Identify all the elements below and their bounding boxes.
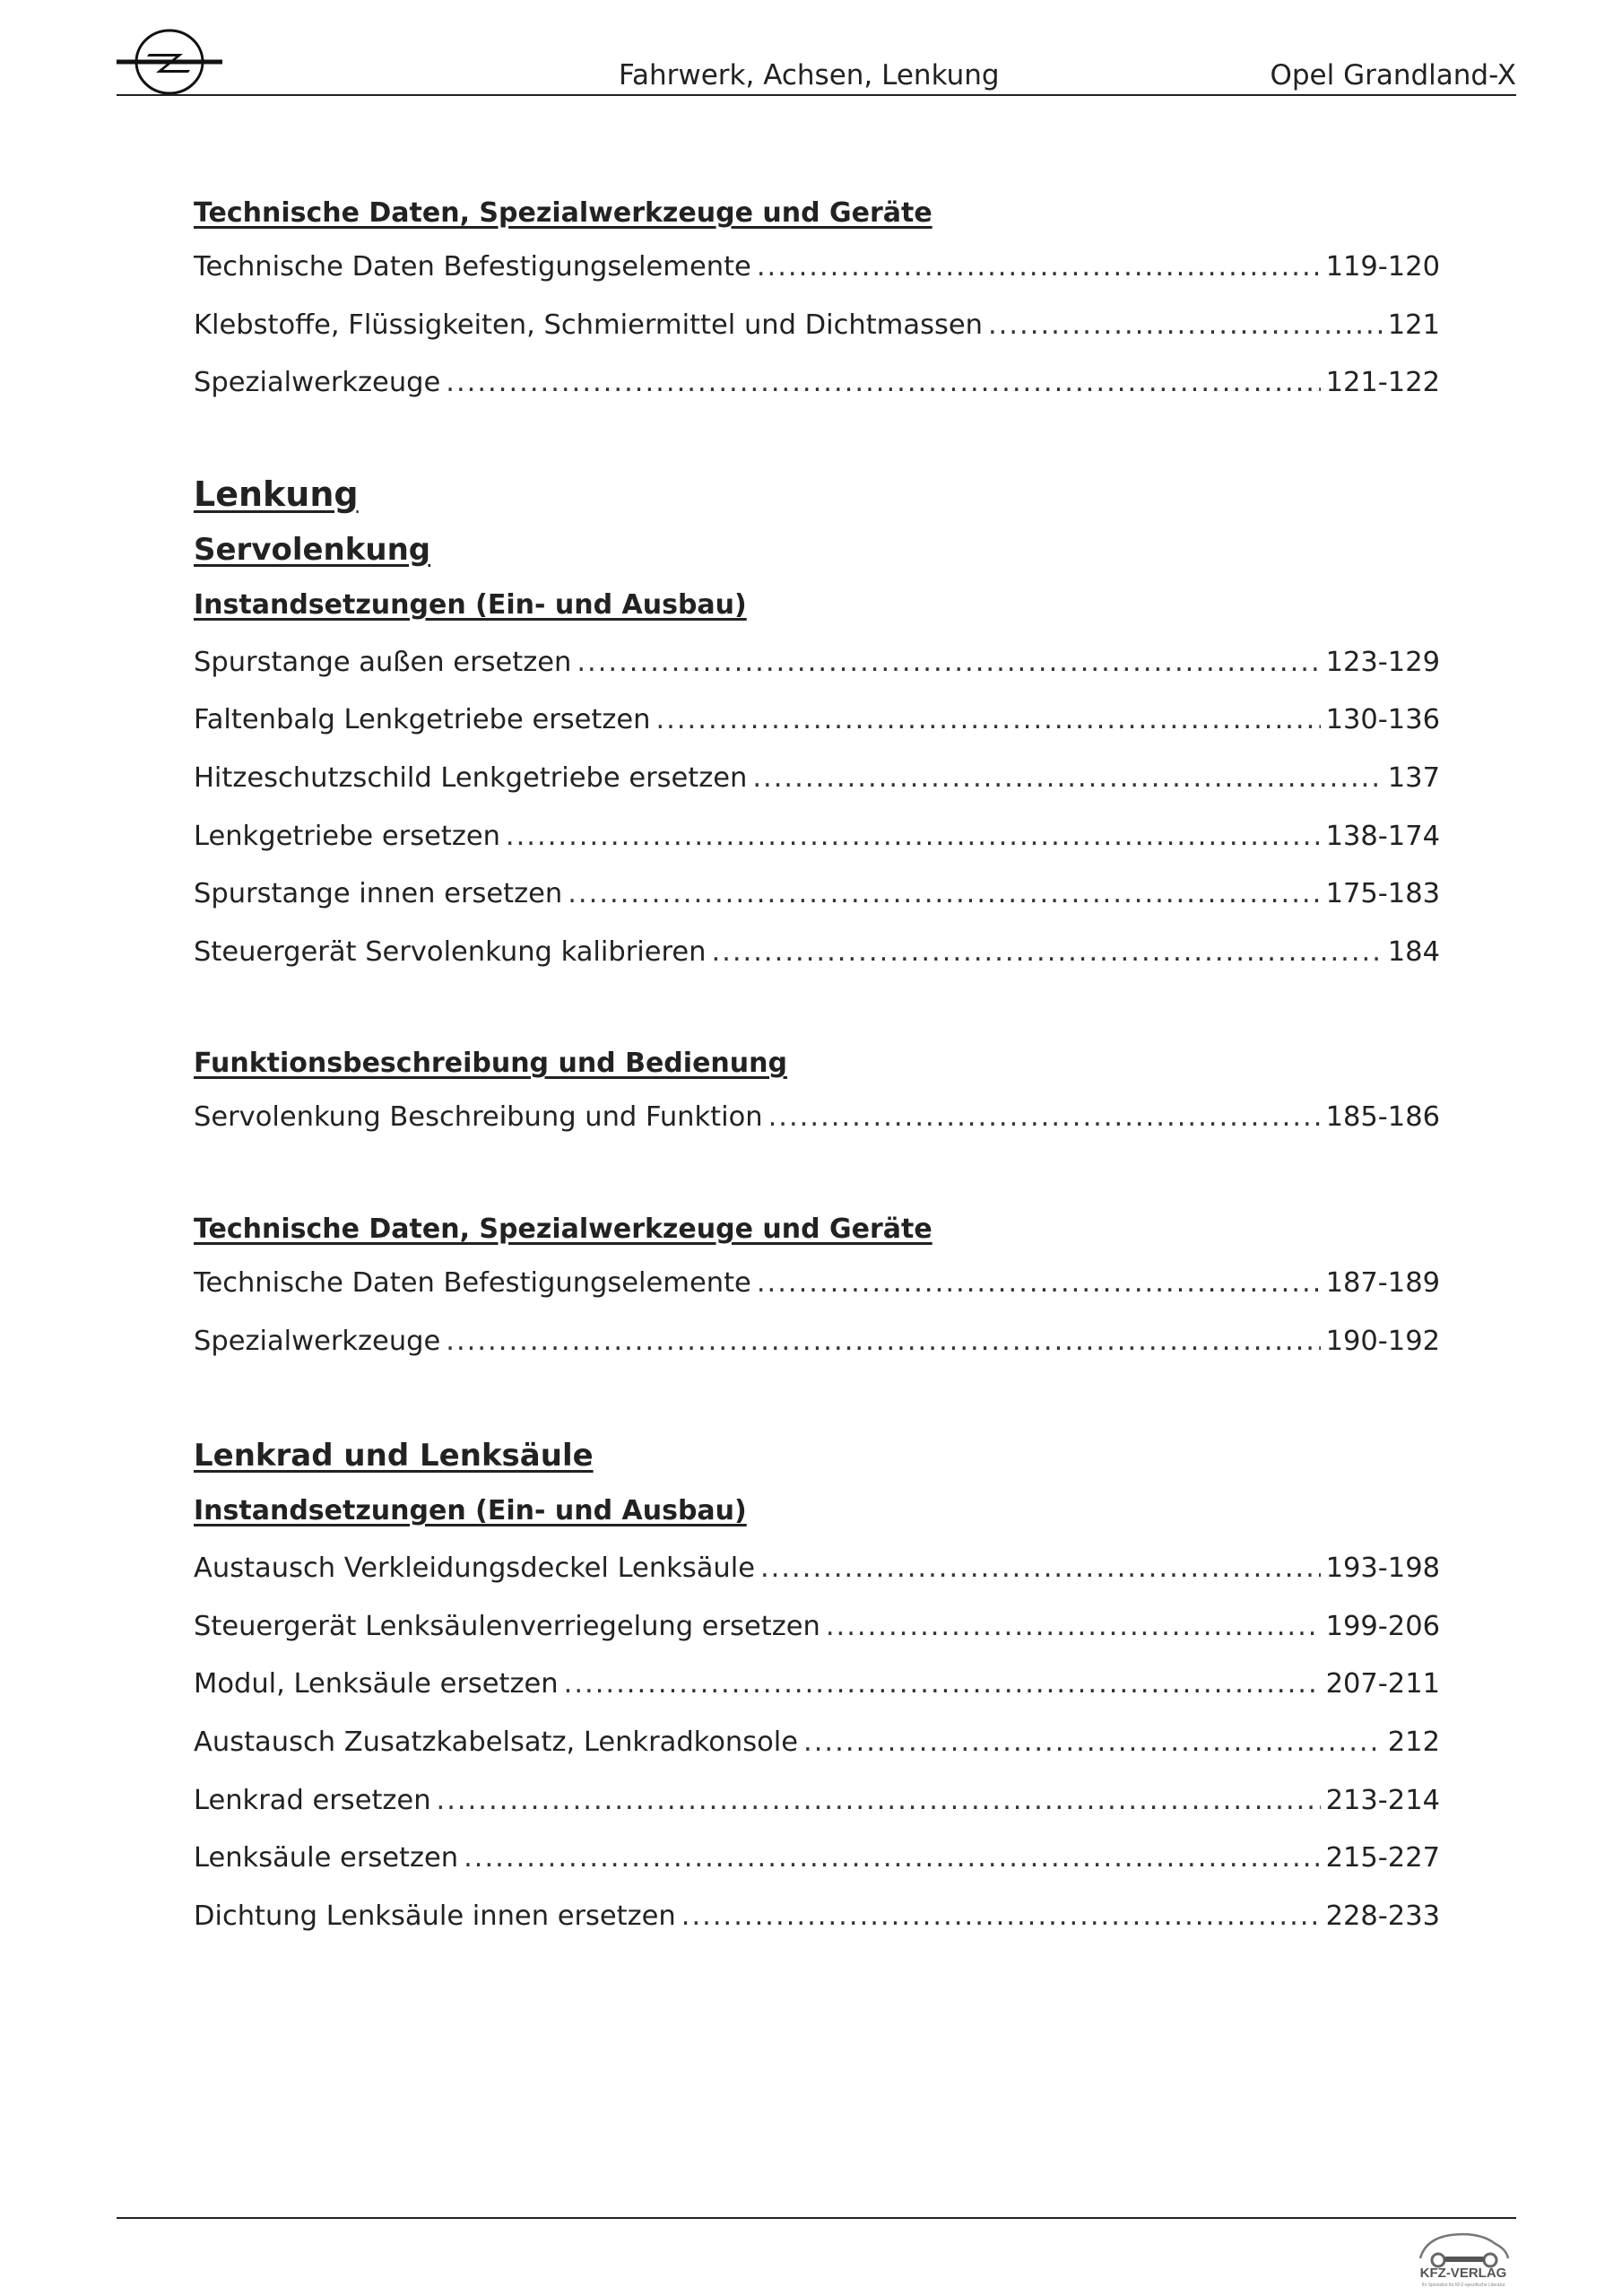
header-section-title: Fahrwerk, Achsen, Lenkung — [619, 59, 1000, 91]
toc-page-number: 212 — [1387, 1726, 1440, 1758]
toc-page-number: 207-211 — [1325, 1668, 1440, 1700]
toc-entry: Servolenkung Beschreibung und Funktion ..... 185-186 — [194, 1089, 1440, 1147]
toc-page-number: 213-214 — [1325, 1784, 1440, 1816]
header-model-title: Opel Grandland-X — [1270, 59, 1516, 91]
toc-page-number: 185-186 — [1325, 1101, 1440, 1134]
toc-entry: Austausch Verkleidungsdeckel Lenksäule ..... 193-198 — [194, 1540, 1440, 1598]
toc-page-number: 190-192 — [1325, 1325, 1440, 1357]
toc-entry: Steuergerät Lenksäulenverriegelung ersetzen ..... 199-206 — [194, 1598, 1440, 1657]
toc-entry: Technische Daten Befestigungselemente ..... 119-120 — [194, 239, 1440, 297]
spacer — [194, 981, 1440, 1039]
toc-page-number: 199-206 — [1325, 1610, 1440, 1642]
spacer — [194, 1147, 1440, 1205]
toc-page-number: 228-233 — [1325, 1900, 1440, 1932]
toc-subchapter-servolenkung: Servolenkung — [194, 531, 431, 568]
toc-page-number: 121 — [1387, 309, 1440, 341]
toc-heading-techdaten-2: Technische Daten, Spezialwerkzeuge und Geräte — [194, 1213, 932, 1245]
toc-page-number: 137 — [1387, 761, 1440, 794]
toc-entry: Spurstange außen ersetzen ..... 123-129 — [194, 634, 1440, 692]
toc-entry: Klebstoffe, Flüssigkeiten, Schmiermittel und Dichtmassen ..... 121 — [194, 297, 1440, 355]
toc-heading-techdaten: Technische Daten, Spezialwerkzeuge und Geräte — [194, 197, 932, 229]
toc-entry: Spurstange innen ersetzen ..... 175-183 — [194, 865, 1440, 924]
toc-entry: Modul, Lenksäule ersetzen ..... 207-211 — [194, 1656, 1440, 1714]
toc-heading-funktion: Funktionsbeschreibung und Bedienung — [194, 1048, 787, 1080]
toc-chapter-lenkung: Lenkung — [194, 474, 359, 514]
toc-page-number: 119-120 — [1325, 251, 1440, 283]
toc-entry: Technische Daten Befestigungselemente ..... 187-189 — [194, 1255, 1440, 1313]
toc-entry: Spezialwerkzeuge ..... 121-122 — [194, 354, 1440, 413]
table-of-contents — [194, 188, 1440, 1945]
kfz-verlag-car-wrench-logo-icon — [1408, 2221, 1519, 2292]
toc-entry: Dichtung Lenksäule innen ersetzen ..... 228-233 — [194, 1888, 1440, 1946]
toc-entry: Lenkrad ersetzen ..... 213-214 — [194, 1772, 1440, 1831]
toc-entry: Steuergerät Servolenkung kalibrieren ..... 184 — [194, 924, 1440, 982]
footer-publisher-name: KFZ-VERLAG — [1419, 2266, 1507, 2281]
toc-page-number: 175-183 — [1325, 878, 1440, 910]
footer-divider — [117, 2217, 1516, 2219]
toc-heading-instandsetzungen: Instandsetzungen (Ein- und Ausbau) — [194, 588, 747, 621]
toc-chapter-lenkrad: Lenkrad und Lenksäule — [194, 1438, 594, 1474]
toc-entry: Hitzeschutzschild Lenkgetriebe ersetzen ..... 137 — [194, 750, 1440, 808]
toc-page-number: 121-122 — [1325, 367, 1440, 399]
toc-page-number: 193-198 — [1325, 1552, 1440, 1585]
toc-entry: Lenkgetriebe ersetzen ..... 138-174 — [194, 808, 1440, 866]
toc-page-number: 123-129 — [1325, 646, 1440, 678]
toc-entry: Austausch Zusatzkabelsatz, Lenkradkonsole ..... 212 — [194, 1714, 1440, 1772]
header-divider — [117, 94, 1516, 96]
opel-blitz-logo-icon — [117, 27, 222, 97]
toc-entry: Spezialwerkzeuge ..... 190-192 — [194, 1313, 1440, 1371]
toc-heading-instandsetzungen-2: Instandsetzungen (Ein- und Ausbau) — [194, 1495, 747, 1527]
footer-publisher-tagline: Ihr Spezialist für KFZ-spezifische Literatur — [1421, 2283, 1505, 2288]
toc-page-number: 138-174 — [1325, 820, 1440, 852]
toc-page-number: 130-136 — [1325, 704, 1440, 736]
toc-page-number: 184 — [1387, 935, 1440, 968]
toc-page-number: 215-227 — [1325, 1842, 1440, 1874]
toc-entry: Faltenbalg Lenkgetriebe ersetzen ..... 130-136 — [194, 691, 1440, 750]
toc-page-number: 187-189 — [1325, 1266, 1440, 1299]
toc-entry: Lenksäule ersetzen ..... 215-227 — [194, 1830, 1440, 1888]
